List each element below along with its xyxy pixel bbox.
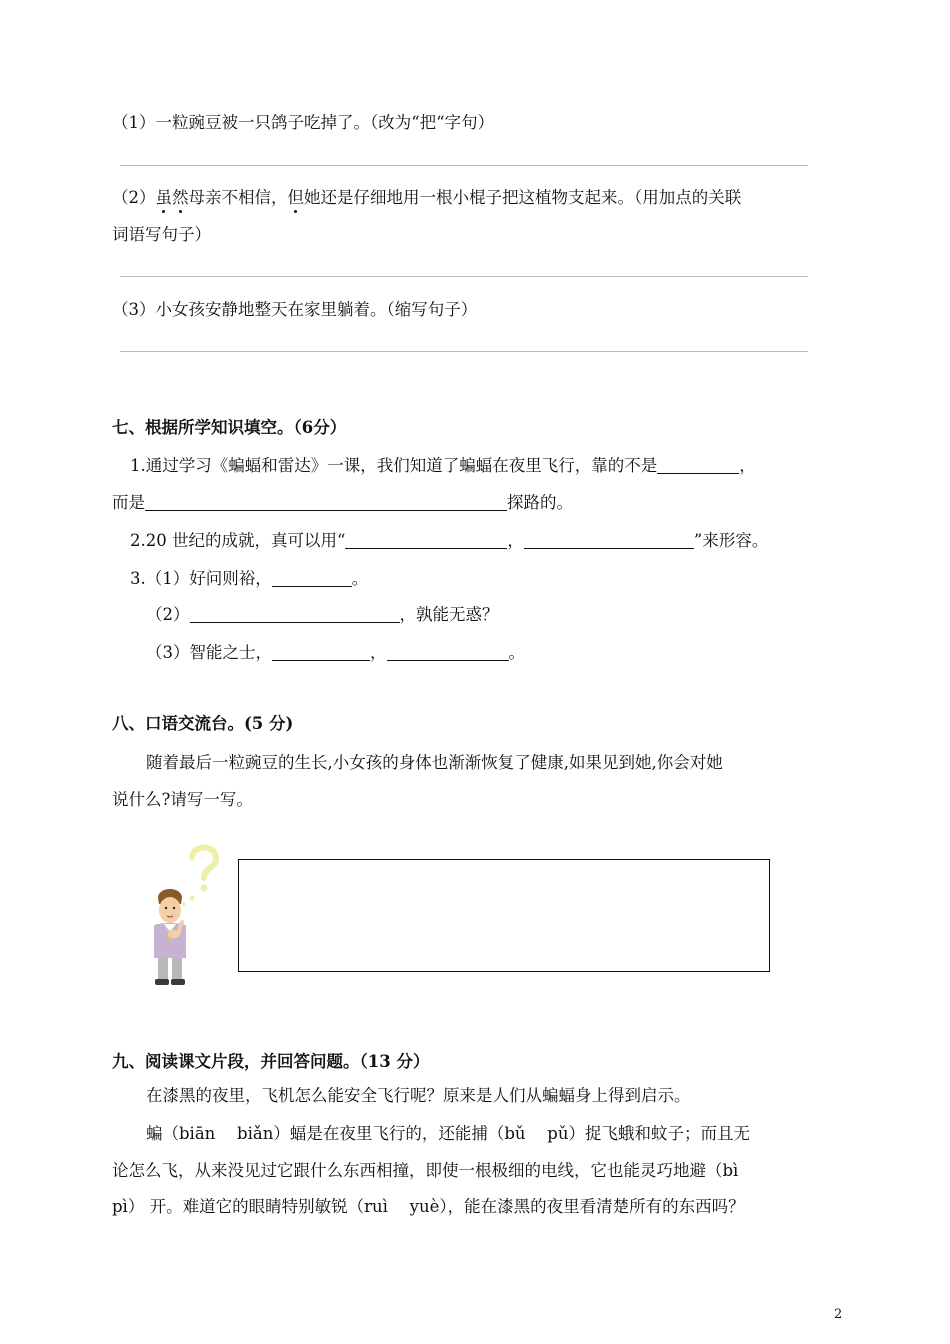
item-7-1: 1.通过学习《蝙蝠和雷达》一课，我们知道了蝙蝠在夜里飞行，靠的不是 ，	[130, 456, 756, 475]
section-9-line4: pì） 开。难道它的眼睛特别敏锐（ruì yuè），能在漆黑的夜里看清楚所有的东西吗？	[112, 1197, 745, 1216]
section-9-title: 九、阅读课文片段，并回答问题。（13 分）	[112, 1052, 430, 1071]
item-7-2: 2.20 世纪的成就，真可以用“ ， ”来形容。	[130, 531, 769, 550]
answer-line-6-1[interactable]	[120, 165, 808, 166]
dotted-word-ran: 然	[172, 188, 189, 207]
section-9-line3: 论怎么飞，从来没见过它跟什么东西相撞，即使一根极细的电线，它也能灵巧地避（bì	[112, 1161, 739, 1180]
question-6-1: （1）一粒豌豆被一只鸽子吃掉了。（改为“把“字句）	[112, 113, 495, 132]
section-8-title: 八、口语交流台。(5 分)	[112, 714, 294, 733]
page-number: 2	[834, 1307, 843, 1322]
section-8-para-line1: 随着最后一粒豌豆的生长,小女孩的身体也渐渐恢复了健康,如果见到她,你会对她	[146, 753, 723, 772]
blank-7-2b[interactable]	[524, 532, 694, 549]
section-8-para-line2: 说什么?请写一写。	[112, 790, 253, 809]
blank-7-3-2[interactable]	[190, 606, 400, 623]
dotted-word-dan: 但	[287, 188, 304, 207]
question-6-2-line2: 词语写句子）	[112, 225, 211, 244]
section-7-title: 七、根据所学知识填空。（6分）	[112, 418, 347, 437]
item-7-3-1: 3.（1）好问则裕， 。	[130, 569, 369, 588]
blank-7-1b[interactable]	[145, 494, 507, 511]
question-6-3: （3）小女孩安静地整天在家里躺着。（缩写句子）	[112, 300, 478, 319]
answer-line-6-3[interactable]	[120, 351, 808, 352]
item-7-1-line2: 而是 探路的。	[112, 493, 573, 512]
section-9-line1: 在漆黑的夜里，飞机怎么能安全飞行呢？原来是人们从蝙蝠身上得到启示。	[146, 1086, 691, 1105]
blank-7-3-3a[interactable]	[272, 644, 370, 661]
blank-7-3-3b[interactable]	[387, 644, 509, 661]
item-7-3-2: （2） ，孰能无惑？	[146, 605, 499, 624]
answer-line-6-2[interactable]	[120, 276, 808, 277]
blank-7-2a[interactable]	[345, 532, 507, 549]
dotted-word-sui: 虽	[155, 188, 172, 207]
item-7-3-3: （3）智能之士， ， 。	[146, 643, 525, 662]
blank-7-3-1[interactable]	[272, 570, 352, 587]
blank-7-1a[interactable]	[657, 457, 739, 474]
question-6-2: （2）虽然母亲不相信，但她还是仔细地用一根小棍子把这植物支起来。（用加点的关联	[112, 188, 742, 207]
answer-box-section-8[interactable]	[238, 859, 770, 972]
thinking-boy-illustration	[148, 838, 224, 988]
section-9-line2: 蝙（biān biǎn）蝠是在夜里飞行的，还能捕（bǔ pǔ）捉飞蛾和蚊子；而且无	[146, 1124, 750, 1143]
